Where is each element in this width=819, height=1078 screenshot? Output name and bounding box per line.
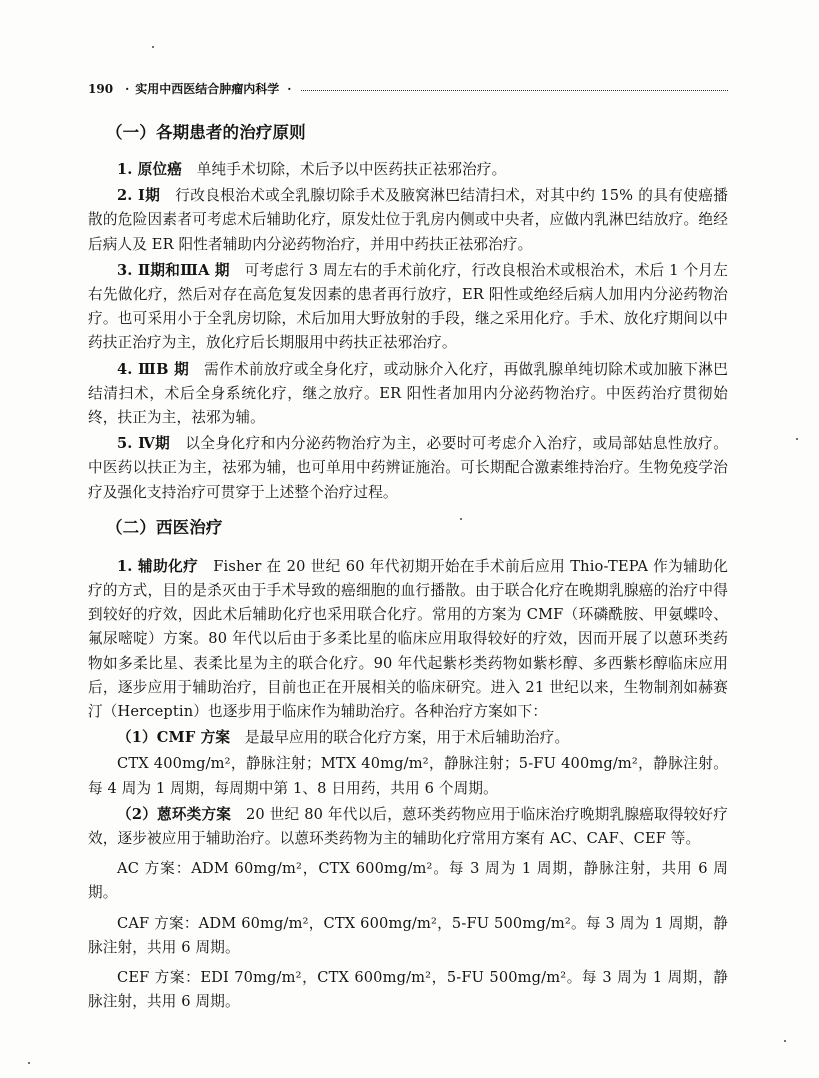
paragraph-stage-2-3a: [88, 259, 728, 356]
paragraph-anthracycline-regimen: [88, 803, 728, 851]
paragraph-cmf-regimen: [88, 726, 728, 750]
scan-speck: [460, 518, 462, 520]
item-lead: 3. Ⅱ期和ⅢA 期: [117, 261, 230, 279]
page-body: [88, 118, 728, 1015]
header-separator: ·: [125, 81, 130, 96]
page-number: 190: [88, 81, 114, 96]
item-text: 可考虑行 3 周左右的手术前化疗，行改良根治术或根治术，术后 1 个月左右先做化疗，然后对存在高危复发因素的患者再行放疗，ER 阳性或绝经后病人加用内分泌药物治疗。也可采用小于全乳房切除，术后加用大野放射的手段，继之采用化疗。手术、放化疗期间以中药扶正治疗为主，放化疗后长期服用中药扶正祛邪治疗。: [88, 261, 729, 352]
paragraph-adjuvant-chemotherapy: [88, 555, 728, 724]
item-lead: 1. 辅助化疗: [117, 557, 199, 575]
book-title: 实用中西医结合肿瘤内科学: [135, 82, 280, 96]
item-lead: 1. 原位癌: [117, 161, 182, 178]
regimen-text: 20 世纪 80 年代以后，蒽环类药物应用于临床治疗晚期乳腺癌取得较好疗效，逐步被应用于辅助治疗。以蒽环类药物为主的辅助化疗常用方案有 AC、CAF、CEF 等。: [88, 805, 728, 848]
item-text: 行改良根治术或全乳腺切除手术及腋窝淋巴结清扫术，对其中约 15% 的具有使癌播散的危险因素者可考虑术后辅助化疗，原发灶位于乳房内侧或中央者，应做内乳淋巴结放疗。绝经后病人及 ER 阳性者辅助内分泌药物治疗，并用中药扶正祛邪治疗。: [88, 187, 728, 253]
paragraph-ac-regimen: AC 方案：ADM 60mg/m²，CTX 600mg/m²。每 3 周为 1 周期，静脉注射，共用 6 周期。: [88, 860, 728, 902]
item-text: 需作术前放疗或全身化疗，或动脉介入化疗，再做乳腺单纯切除术或加腋下淋巴结清扫术，术后全身系统化疗，继之放疗。ER 阳性者加用内分泌药物治疗。中医药治疗贯彻始终，扶正为主，祛邪为辅。: [88, 360, 728, 427]
item-text: 以全身化疗和内分泌药物治疗为主，必要时可考虑介入治疗，或局部姑息性放疗。中医药以扶正为主，祛邪为辅，也可单用中药辨证施治。可长期配合激素维持治疗。生物免疫学治疗及强化支持治疗可贯穿于上述整个治疗过程。: [88, 435, 728, 501]
section-heading-western-medicine: （二）西医治疗: [106, 517, 223, 537]
item-lead: 5. Ⅳ期: [117, 435, 171, 453]
paragraph-carcinoma-in-situ: [88, 158, 728, 182]
scan-speck: [28, 1062, 30, 1064]
running-header: [88, 80, 728, 97]
header-separator-2: ·: [287, 81, 292, 96]
item-text: Fisher 在 20 世纪 60 年代初期开始在手术前后应用 Thio-TEPA 作为辅助化疗的方式，目的是杀灭由于手术导致的癌细胞的血行播散。由于联合化疗在晚期乳腺癌的治疗中得到较好的疗效，因此术后辅助化疗也采用联合化疗。常用的方案为 CMF（环磷酰胺、甲氨蝶呤、氟尿嘧啶）方案。80 年代以后由于多柔比星的临床应用取得较好的疗效，因而开展了以蒽环类药物如多柔比星、表柔比星为主的联合化疗。90 年代起紫杉类药物如紫杉醇、多西紫杉醇临床应用后，逐步应用于辅助治疗，目前也正在开展相关的临床研究。进入 21 世纪以来，生物制剂如赫赛汀（Herceptin）也逐步用于临床作为辅助治疗。各种治疗方案如下：: [88, 557, 728, 721]
paragraph-stage-1: [88, 184, 728, 257]
paragraph-cmf-dosage: CTX 400mg/m²，静脉注射；MTX 40mg/m²，静脉注射；5-FU 400mg/m²，静脉注射。每 4 周为 1 周期，每周期中第 1、8 日用药，共用 6 个周期。: [88, 755, 728, 797]
item-lead: 4. ⅢB 期: [117, 360, 190, 378]
scan-speck: [796, 438, 798, 440]
regimen-lead: （2）蒽环类方案: [117, 805, 232, 823]
regimen-lead: （1）CMF 方案: [117, 729, 231, 747]
section-heading-principles: （一）各期患者的治疗原则: [106, 123, 306, 142]
regimen-text: 是最早应用的联合化疗方案，用于术后辅助治疗。: [244, 729, 570, 747]
item-lead: 2. Ⅰ期: [117, 187, 161, 205]
paragraph-caf-regimen: CAF 方案：ADM 60mg/m²，CTX 600mg/m²，5-FU 500mg/m²。每 3 周为 1 周期，静脉注射，共用 6 周期。: [88, 914, 728, 956]
paragraph-cef-regimen: CEF 方案：EDI 70mg/m²，CTX 600mg/m²，5-FU 500mg/m²。每 3 周为 1 周期，静脉注射，共用 6 周期。: [88, 969, 728, 1011]
scan-speck: [152, 46, 154, 48]
item-text: 单纯手术切除，术后予以中医药扶正祛邪治疗。: [196, 161, 507, 178]
header-dotted-rule: [301, 90, 728, 91]
scan-speck: [784, 1040, 786, 1042]
paragraph-stage-3b: [88, 358, 728, 431]
paragraph-stage-4: [88, 432, 728, 505]
